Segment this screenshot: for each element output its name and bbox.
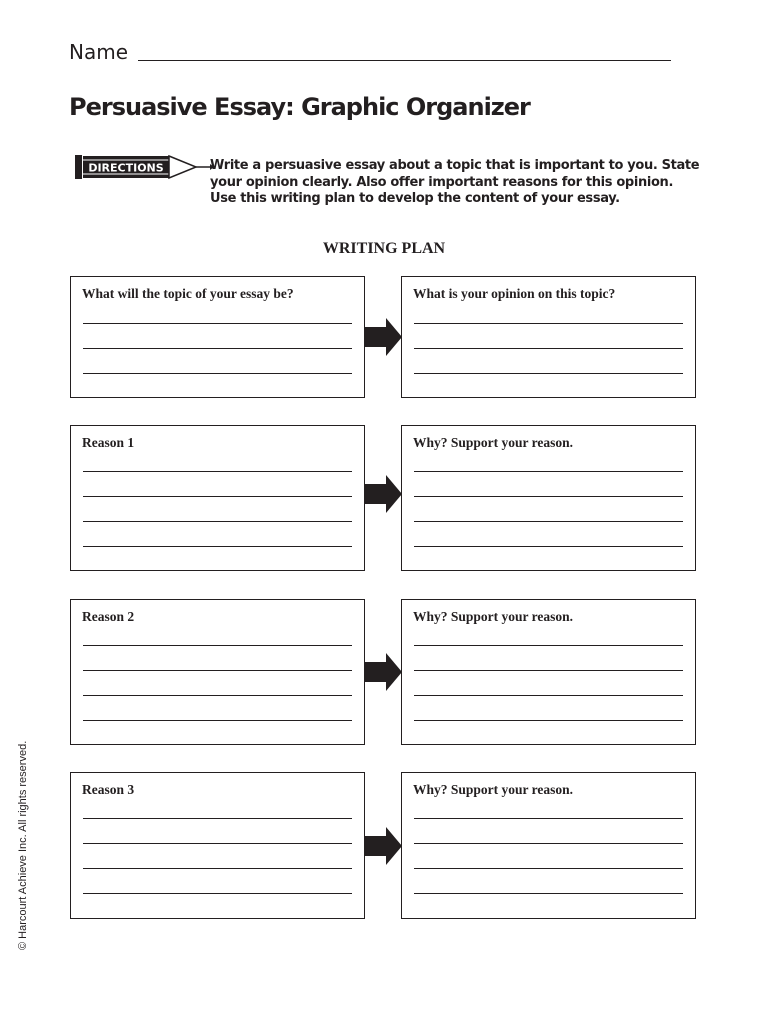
reason-2-box: [70, 599, 365, 745]
directions-badge-label: DIRECTIONS: [88, 161, 164, 175]
write-line[interactable]: [83, 373, 352, 374]
write-line[interactable]: [83, 720, 352, 721]
opinion-box: [401, 276, 696, 398]
write-line[interactable]: [414, 843, 683, 844]
write-line[interactable]: [414, 471, 683, 472]
support-2-box: [401, 599, 696, 745]
write-line[interactable]: [83, 645, 352, 646]
support-3-box: [401, 772, 696, 919]
write-line[interactable]: [414, 670, 683, 671]
write-line[interactable]: [83, 521, 352, 522]
support-2-label: Why? Support your reason.: [413, 609, 574, 624]
reason-1-box: [70, 425, 365, 571]
write-line[interactable]: [414, 546, 683, 547]
write-line[interactable]: [414, 695, 683, 696]
reason-2-label: Reason 2: [82, 609, 135, 624]
write-line[interactable]: [83, 546, 352, 547]
write-line[interactable]: [83, 893, 352, 894]
right-arrow-icon: [364, 827, 402, 865]
write-line[interactable]: [83, 868, 352, 869]
write-line[interactable]: [414, 323, 683, 324]
write-line[interactable]: [414, 720, 683, 721]
write-line[interactable]: [414, 868, 683, 869]
right-arrow-icon: [364, 653, 402, 691]
support-1-box: [401, 425, 696, 571]
write-line[interactable]: [83, 348, 352, 349]
opinion-box-label: What is your opinion on this topic?: [413, 286, 616, 301]
write-line[interactable]: [414, 893, 683, 894]
right-arrow-icon: [364, 318, 402, 356]
write-line[interactable]: [414, 496, 683, 497]
write-line[interactable]: [83, 818, 352, 819]
copyright-notice: © Harcourt Achieve Inc. All rights reserved.: [17, 740, 29, 950]
write-line[interactable]: [83, 695, 352, 696]
name-label: Name: [69, 40, 129, 64]
page-title: Persuasive Essay: Graphic Organizer: [69, 93, 530, 121]
writing-plan-heading: WRITING PLAN: [322, 240, 446, 257]
write-line[interactable]: [83, 471, 352, 472]
directions-pencil-icon: [74, 152, 214, 182]
write-line[interactable]: [83, 323, 352, 324]
write-line[interactable]: [414, 645, 683, 646]
support-3-label: Why? Support your reason.: [413, 782, 574, 797]
write-line[interactable]: [414, 373, 683, 374]
reason-1-label: Reason 1: [82, 435, 135, 450]
directions-text: Write a persuasive essay about a topic that is important to you. State your opinion clearly. Also offer important reasons for this opinion. Use this writing plan to develop the content of your essay.: [210, 158, 700, 206]
write-line[interactable]: [414, 348, 683, 349]
write-line[interactable]: [83, 670, 352, 671]
topic-box-label: What will the topic of your essay be?: [82, 286, 294, 301]
write-line[interactable]: [414, 818, 683, 819]
reason-3-box: [70, 772, 365, 919]
topic-box: [70, 276, 365, 398]
write-line[interactable]: [83, 496, 352, 497]
reason-3-label: Reason 3: [82, 782, 135, 797]
support-1-label: Why? Support your reason.: [413, 435, 574, 450]
name-field: [69, 40, 672, 64]
right-arrow-icon: [364, 475, 402, 513]
name-write-line[interactable]: [138, 60, 671, 61]
write-line[interactable]: [414, 521, 683, 522]
write-line[interactable]: [83, 843, 352, 844]
